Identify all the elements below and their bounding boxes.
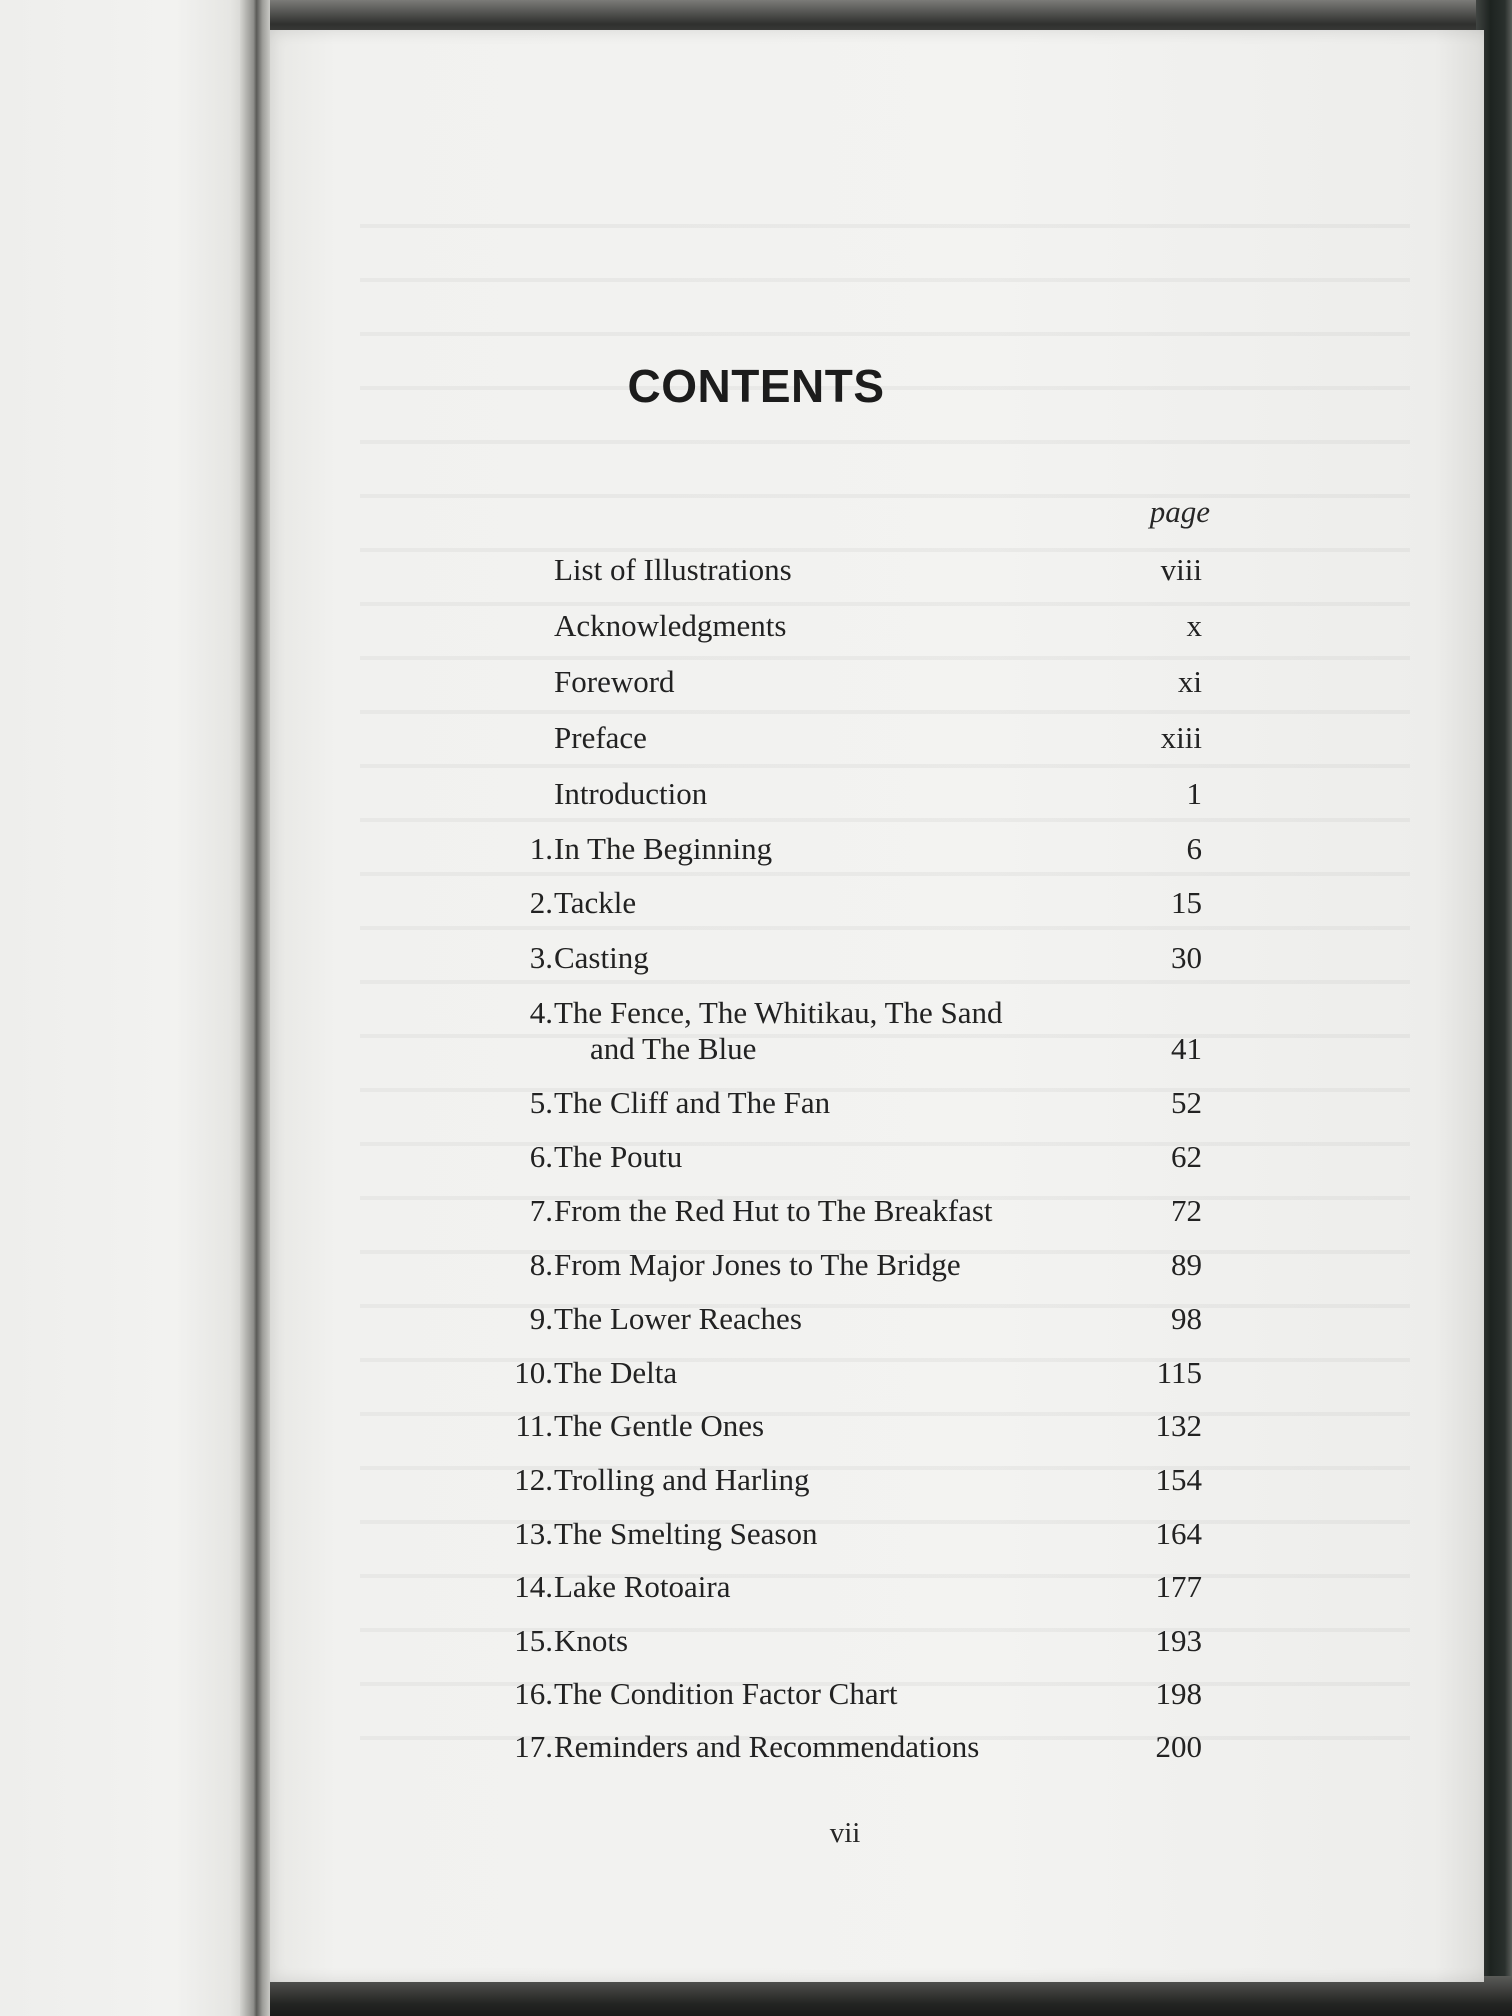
toc-number: 12. <box>514 1462 553 1497</box>
toc-title: Tackle <box>554 885 637 920</box>
toc-number: 16. <box>514 1676 553 1711</box>
toc-title: In The Beginning <box>554 831 773 866</box>
toc-number: 14. <box>514 1569 553 1604</box>
toc-page: 89 <box>1171 1247 1202 1282</box>
book-cover-bottom-edge <box>250 1976 1512 2016</box>
toc-entry <box>480 1567 1202 1607</box>
toc-entry <box>480 829 1202 869</box>
toc-title: Casting <box>554 940 649 975</box>
toc-page: 164 <box>1155 1516 1202 1551</box>
toc-page: 72 <box>1171 1193 1202 1228</box>
facing-page <box>0 0 250 2016</box>
toc-number: 13. <box>514 1516 553 1551</box>
toc-page: 177 <box>1155 1569 1202 1604</box>
toc-title-continuation: and The Blue <box>590 1031 757 1066</box>
toc-number: 9. <box>529 1301 553 1336</box>
toc-entry <box>480 1460 1202 1500</box>
toc-title: The Fence, The Whitikau, The Sand <box>554 995 1003 1030</box>
toc-page: 1 <box>1186 776 1202 811</box>
toc-page: 132 <box>1155 1408 1202 1443</box>
book-gutter <box>240 0 270 2016</box>
toc-entry <box>480 718 1202 758</box>
toc-number: 1. <box>529 831 553 866</box>
toc-title: Introduction <box>554 776 708 811</box>
toc-page: x <box>1186 608 1202 643</box>
toc-title: Preface <box>554 720 647 755</box>
toc-title: From the Red Hut to The Breakfast <box>554 1193 993 1228</box>
toc-entry <box>480 1245 1202 1285</box>
toc-page: 62 <box>1171 1139 1202 1174</box>
toc-title: The Delta <box>554 1355 678 1390</box>
toc-entry <box>480 550 1202 590</box>
toc-number: 7. <box>529 1193 553 1228</box>
toc-page: 98 <box>1171 1301 1202 1336</box>
toc-number: 8. <box>529 1247 553 1282</box>
toc-number: 10. <box>514 1355 553 1390</box>
toc-entry <box>480 1621 1202 1661</box>
toc-number: 5. <box>529 1085 553 1120</box>
toc-title: Foreword <box>554 664 675 699</box>
toc-number: 6. <box>529 1139 553 1174</box>
toc-title: Acknowledgments <box>554 608 787 643</box>
toc-number: 3. <box>529 940 553 975</box>
toc-title: Knots <box>554 1623 629 1658</box>
toc-page: 154 <box>1155 1462 1202 1497</box>
toc-title: From Major Jones to The Bridge <box>554 1247 961 1282</box>
toc-number: 11. <box>515 1408 553 1443</box>
toc-page: 200 <box>1155 1729 1202 1764</box>
toc-entry <box>480 938 1202 978</box>
toc-page: 6 <box>1186 831 1202 866</box>
toc-title: List of Illustrations <box>554 552 792 587</box>
toc-entry <box>480 1083 1202 1123</box>
toc-title: Trolling and Harling <box>554 1462 810 1497</box>
toc-entry <box>480 993 1202 1066</box>
toc-title: The Cliff and The Fan <box>554 1085 831 1120</box>
toc-entry <box>480 883 1202 923</box>
page-column-label: page <box>1149 494 1210 529</box>
toc-page: 41 <box>1171 1031 1202 1066</box>
toc-entry <box>480 1727 1202 1767</box>
toc-title: The Poutu <box>554 1139 683 1174</box>
toc-title: The Gentle Ones <box>554 1408 765 1443</box>
toc-entry <box>480 1406 1202 1446</box>
toc-number: 4. <box>529 995 553 1030</box>
toc-number: 15. <box>514 1623 553 1658</box>
toc-entry <box>480 1353 1202 1393</box>
toc-number: 2. <box>529 885 553 920</box>
toc-page: 52 <box>1171 1085 1202 1120</box>
toc-title: The Smelting Season <box>554 1516 818 1551</box>
toc-page: viii <box>1160 552 1202 587</box>
toc-page: 193 <box>1155 1623 1202 1658</box>
toc-title: Reminders and Recommendations <box>554 1729 980 1764</box>
toc-entry <box>480 1191 1202 1231</box>
toc-page: 115 <box>1156 1355 1202 1390</box>
toc-entry <box>480 774 1202 814</box>
toc-page: xiii <box>1160 720 1202 755</box>
toc-entry <box>480 1514 1202 1554</box>
toc-page: 30 <box>1171 940 1202 975</box>
toc-page: 198 <box>1155 1676 1202 1711</box>
toc-page: xi <box>1177 664 1202 699</box>
toc-entry <box>480 1299 1202 1339</box>
toc-entry <box>480 606 1202 646</box>
toc-page: 15 <box>1171 885 1202 920</box>
toc-title: The Lower Reaches <box>554 1301 802 1336</box>
toc-title: Lake Rotoaira <box>554 1569 731 1604</box>
page-number: vii <box>829 1817 861 1849</box>
toc-entry <box>480 662 1202 702</box>
toc-title: The Condition Factor Chart <box>554 1676 898 1711</box>
toc-number: 17. <box>514 1729 553 1764</box>
toc-entry <box>480 1674 1202 1714</box>
page-title: CONTENTS <box>627 360 885 412</box>
toc-entry <box>480 1137 1202 1177</box>
